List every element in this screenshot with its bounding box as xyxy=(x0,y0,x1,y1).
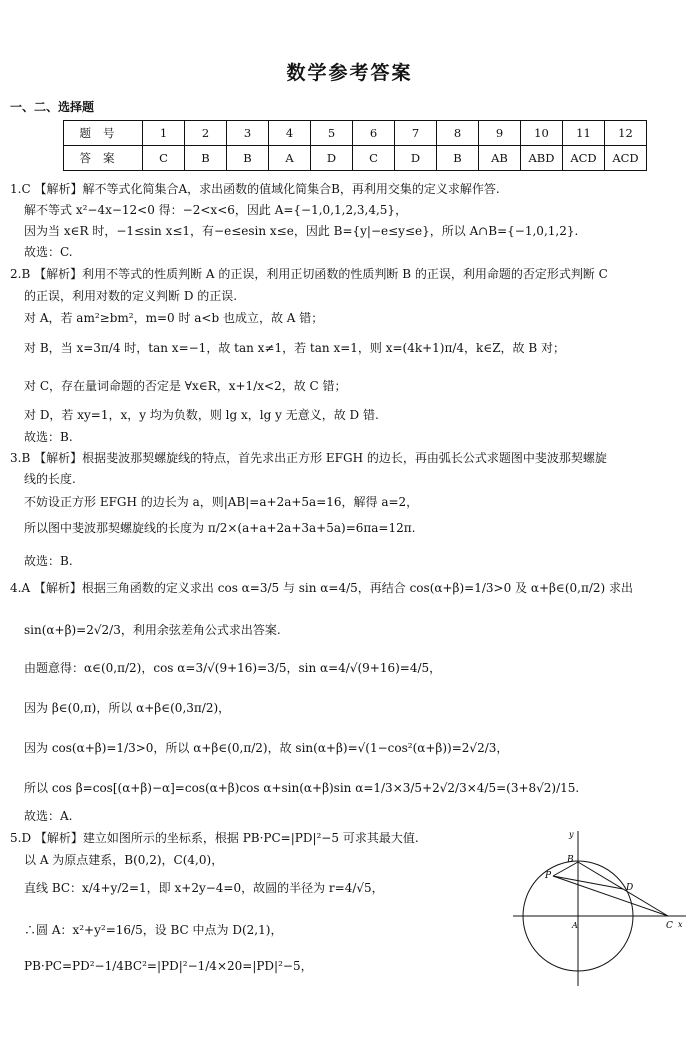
label-y: y xyxy=(569,830,574,839)
segment-pb xyxy=(553,862,578,876)
page-title: 数学参考答案 xyxy=(286,62,413,84)
answer-cell: AB xyxy=(479,146,521,171)
label-b: B xyxy=(567,855,574,865)
table-row xyxy=(64,146,647,171)
answer-table xyxy=(63,120,647,171)
section-heading: 一、二、选择题 xyxy=(10,100,95,114)
answer-cell: ACD xyxy=(563,146,605,171)
answer-cell: C xyxy=(353,146,395,171)
solution-line: 2.B 【解析】利用不等式的性质判断 A 的正误，利用正切函数的性质判断 B 的正误，利用命题的否定形式判断 C xyxy=(10,267,608,281)
question-number: 9 xyxy=(479,121,521,146)
answer-cell: B xyxy=(437,146,479,171)
solution-line: 1.C 【解析】解不等式化简集合A，求出函数的值域化简集合B，再利用交集的定义求解作答. xyxy=(10,182,500,196)
answer-cell: D xyxy=(311,146,353,171)
solution-line: 故选：B. xyxy=(24,554,73,568)
solution-line: 因为 cos(α+β)=1/3>0，所以 α+β∈(0,π/2)，故 sin(α+β)=√(1−cos²(α+β))=2√2/3， xyxy=(24,741,509,755)
solution-line: 4.A 【解析】根据三角函数的定义求出 cos α=3/5 与 sin α=4/5，再结合 cos(α+β)=1/3>0 及 α+β∈(0,π/2) 求出 xyxy=(10,581,634,595)
label-x: x xyxy=(678,920,683,929)
answer-cell: ACD xyxy=(605,146,647,171)
row-label: 答案 xyxy=(64,146,143,171)
coordinate-figure xyxy=(508,826,688,991)
label-a: A xyxy=(572,921,578,930)
solution-line: 故选：C. xyxy=(24,245,73,259)
answer-cell: C xyxy=(143,146,185,171)
question-number: 2 xyxy=(185,121,227,146)
question-number: 8 xyxy=(437,121,479,146)
solution-line: 因为 β∈(0,π)，所以 α+β∈(0,3π/2)， xyxy=(24,701,231,715)
question-number: 1 xyxy=(143,121,185,146)
question-number: 12 xyxy=(605,121,647,146)
question-number: 3 xyxy=(227,121,269,146)
solution-line: 的正误，利用对数的定义判断 D 的正误. xyxy=(24,289,238,303)
answer-cell: D xyxy=(395,146,437,171)
solution-line: PB·PC=PD²−1/4BC²=|PD|²−1/4×20=|PD|²−5， xyxy=(24,959,313,973)
question-number: 5 xyxy=(311,121,353,146)
answer-cell: ABD xyxy=(521,146,563,171)
solution-line: 故选：B. xyxy=(24,430,73,444)
question-number: 10 xyxy=(521,121,563,146)
solution-line: 对 A，若 am²≥bm²，m=0 时 a<b 也成立，故 A 错； xyxy=(24,311,324,325)
solution-line: 直线 BC：x/4+y/2=1，即 x+2y−4=0，故圆的半径为 r=4/√5， xyxy=(24,881,384,895)
solution-line: 解不等式 x²−4x−12<0 得：−2<x<6，因此 A={−1,0,1,2,3,4,5}， xyxy=(24,203,408,217)
answer-cell: B xyxy=(227,146,269,171)
question-number: 4 xyxy=(269,121,311,146)
solution-line: 对 B，当 x=3π/4 时，tan x=−1，故 tan x≠1，若 tan x=1，则 x=(4k+1)π/4，k∈Z，故 B 对； xyxy=(24,341,565,355)
question-number: 7 xyxy=(395,121,437,146)
solution-line: sin(α+β)=2√2/3，利用余弦差角公式求出答案. xyxy=(24,623,281,637)
solution-line: 所以 cos β=cos[(α+β)−α]=cos(α+β)cos α+sin(α+β)sin α=1/3×3/5+2√2/3×4/5=(3+8√2)/15. xyxy=(24,781,580,795)
answer-cell: A xyxy=(269,146,311,171)
solution-line: 故选：A. xyxy=(24,809,73,823)
solution-line: 对 C，存在量词命题的否定是 ∀x∈R，x+1/x<2，故 C 错； xyxy=(24,379,347,393)
question-number: 11 xyxy=(563,121,605,146)
label-c: C xyxy=(666,921,673,931)
table-row xyxy=(64,121,647,146)
label-d: D xyxy=(626,883,634,893)
solution-line: 所以图中斐波那契螺旋线的长度为 π/2×(a+a+2a+3a+5a)=6πa=12π. xyxy=(24,521,416,535)
solution-line: ∴圆 A：x²+y²=16/5，设 BC 中点为 D(2,1)， xyxy=(24,923,283,937)
solution-line: 不妨设正方形 EFGH 的边长为 a，则|AB|=a+2a+5a=16，解得 a=2， xyxy=(24,495,419,509)
solution-line: 以 A 为原点建系，B(0,2)，C(4,0)， xyxy=(24,853,224,867)
solution-line: 对 D，若 xy=1，x，y 均为负数，则 lg x，lg y 无意义，故 D 错. xyxy=(24,408,379,422)
answer-cell: B xyxy=(185,146,227,171)
solution-line: 由题意得：α∈(0,π/2)，cos α=3/√(9+16)=3/5，sin α=4/√(9+16)=4/5， xyxy=(24,661,442,675)
row-label: 题号 xyxy=(64,121,143,146)
solution-line: 因为当 x∈R 时，−1≤sin x≤1，有−e≤esin x≤e，因此 B={y|−e≤y≤e}，所以 A∩B={−1,0,1,2}. xyxy=(24,224,579,238)
solution-line: 5.D 【解析】建立如图所示的坐标系，根据 PB·PC=|PD|²−5 可求其最大值. xyxy=(10,831,419,845)
solution-line: 3.B 【解析】根据斐波那契螺旋线的特点，首先求出正方形 EFGH 的边长，再由弧长公式求题图中斐波那契螺旋 xyxy=(10,451,607,465)
label-p: P xyxy=(545,871,552,881)
solution-line: 线的长度. xyxy=(24,472,76,486)
question-number: 6 xyxy=(353,121,395,146)
